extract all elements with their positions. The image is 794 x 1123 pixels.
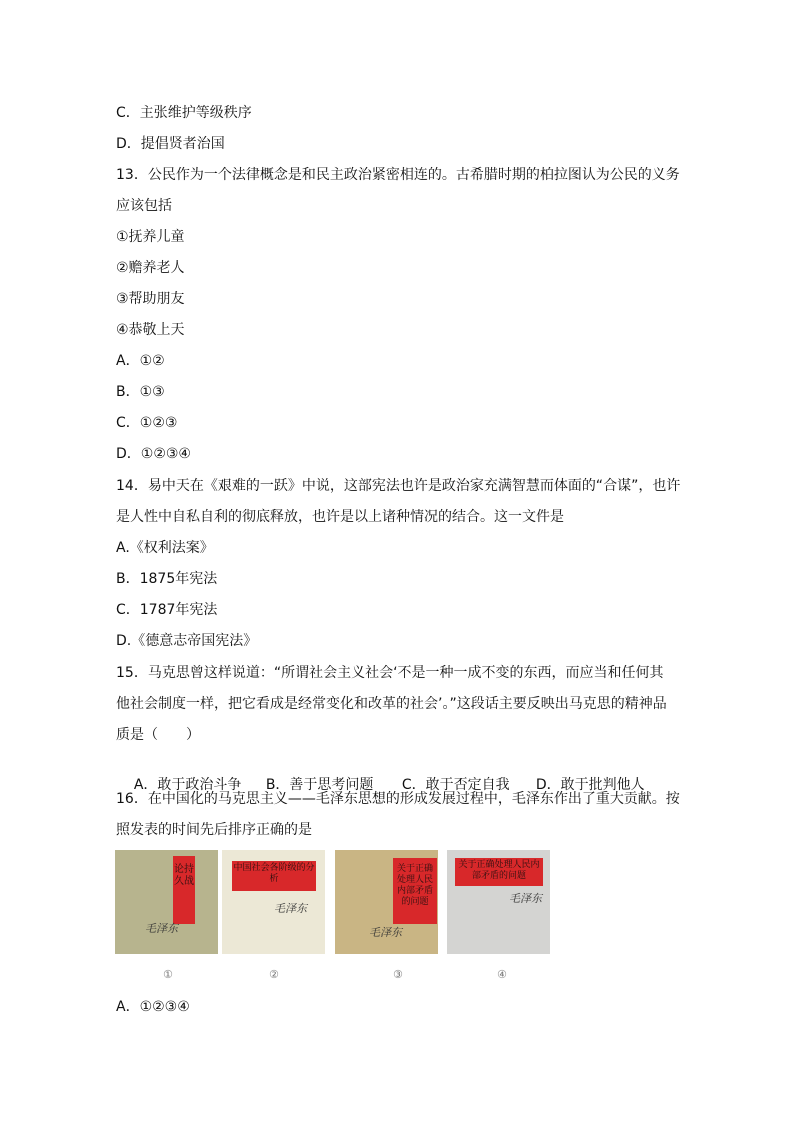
option-a-q13: A．①② (116, 353, 165, 369)
question-13-stem: 13．公民作为一个法律概念是和民主政治紧密相连的。古希腊时期的柏拉图认为公民的义务 (116, 167, 680, 183)
caption-3: ③ (393, 968, 403, 981)
option-a-q16: A．①②③④ (116, 999, 190, 1015)
signature-3: 毛泽东 (369, 926, 402, 939)
question-15-stem: 15．马克思曾这样说道：“所谓社会主义社会‘不是一种一成不变的东西，而应当和任何其 (116, 665, 664, 681)
option-d-q13: D．①②③④ (116, 446, 191, 462)
option-c-q15: C．敢于否定自我 (401, 777, 510, 793)
option-c-q13: C．①②③ (116, 415, 178, 431)
cover-title-3: 关于正确处理人民内部矛盾的问题 (393, 858, 437, 924)
signature-1: 毛泽东 (145, 922, 178, 935)
cover-background (115, 850, 218, 954)
book-cover-2 (222, 850, 325, 954)
question-16-stem-cont: 照发表的时间先后排序正确的是 (116, 822, 312, 838)
option-b-q15: B．善于思考问题 (265, 777, 374, 793)
signature-2: 毛泽东 (274, 902, 307, 915)
option-b-q14: B．1875年宪法 (116, 571, 218, 587)
signature-4: 毛泽东 (509, 892, 542, 905)
question-15-stem-cont: 他社会制度一样，把它看成是经常变化和改革的社会’。”这段话主要反映出马克思的精神品 (116, 696, 667, 712)
statement-4: ④恭敬上天 (116, 322, 185, 338)
option-c-q14: C．1787年宪法 (116, 602, 218, 618)
caption-2: ② (269, 968, 279, 981)
book-covers-figure (115, 850, 555, 990)
option-a-q15: A．敢于政治斗争 (133, 777, 242, 793)
option-d-q15: D．敢于批判他人 (535, 777, 645, 793)
book-cover-3 (335, 850, 438, 954)
book-cover-4 (447, 850, 550, 954)
option-b-q13: B．①③ (116, 384, 165, 400)
question-14-stem-cont: 是人性中自私自利的彻底释放，也许是以上诸种情况的结合。这一文件是 (116, 509, 564, 525)
option-c-q12: C．主张维护等级秩序 (116, 105, 252, 121)
cover-title-1: 论持久战 (173, 856, 195, 924)
option-a-q14: A.《权利法案》 (116, 540, 214, 556)
question-14-stem: 14．易中天在《艰难的一跃》中说，这部宪法也许是政治家充满智慧而体面的“合谋”，也许 (116, 478, 681, 494)
question-13-stem-cont: 应该包括 (116, 198, 172, 214)
caption-4: ④ (497, 968, 507, 981)
question-15-stem-end: 质是（ ） (116, 727, 200, 743)
book-cover-1 (115, 850, 218, 954)
caption-1: ① (163, 968, 173, 981)
option-d-q14: D.《德意志帝国宪法》 (116, 633, 258, 649)
cover-title-4: 关于正确处理人民内部矛盾的问题 (455, 858, 543, 886)
question-16-stem: 16．在中国化的马克思主义——毛泽东思想的形成发展过程中，毛泽东作出了重大贡献。按 (116, 791, 680, 807)
statement-1: ①抚养儿童 (116, 229, 185, 245)
option-d-q12: D．提倡贤者治国 (116, 136, 225, 152)
statement-2: ②赡养老人 (116, 260, 185, 276)
cover-title-2: 中国社会各阶级的分析 (232, 861, 316, 891)
statement-3: ③帮助朋友 (116, 291, 185, 307)
